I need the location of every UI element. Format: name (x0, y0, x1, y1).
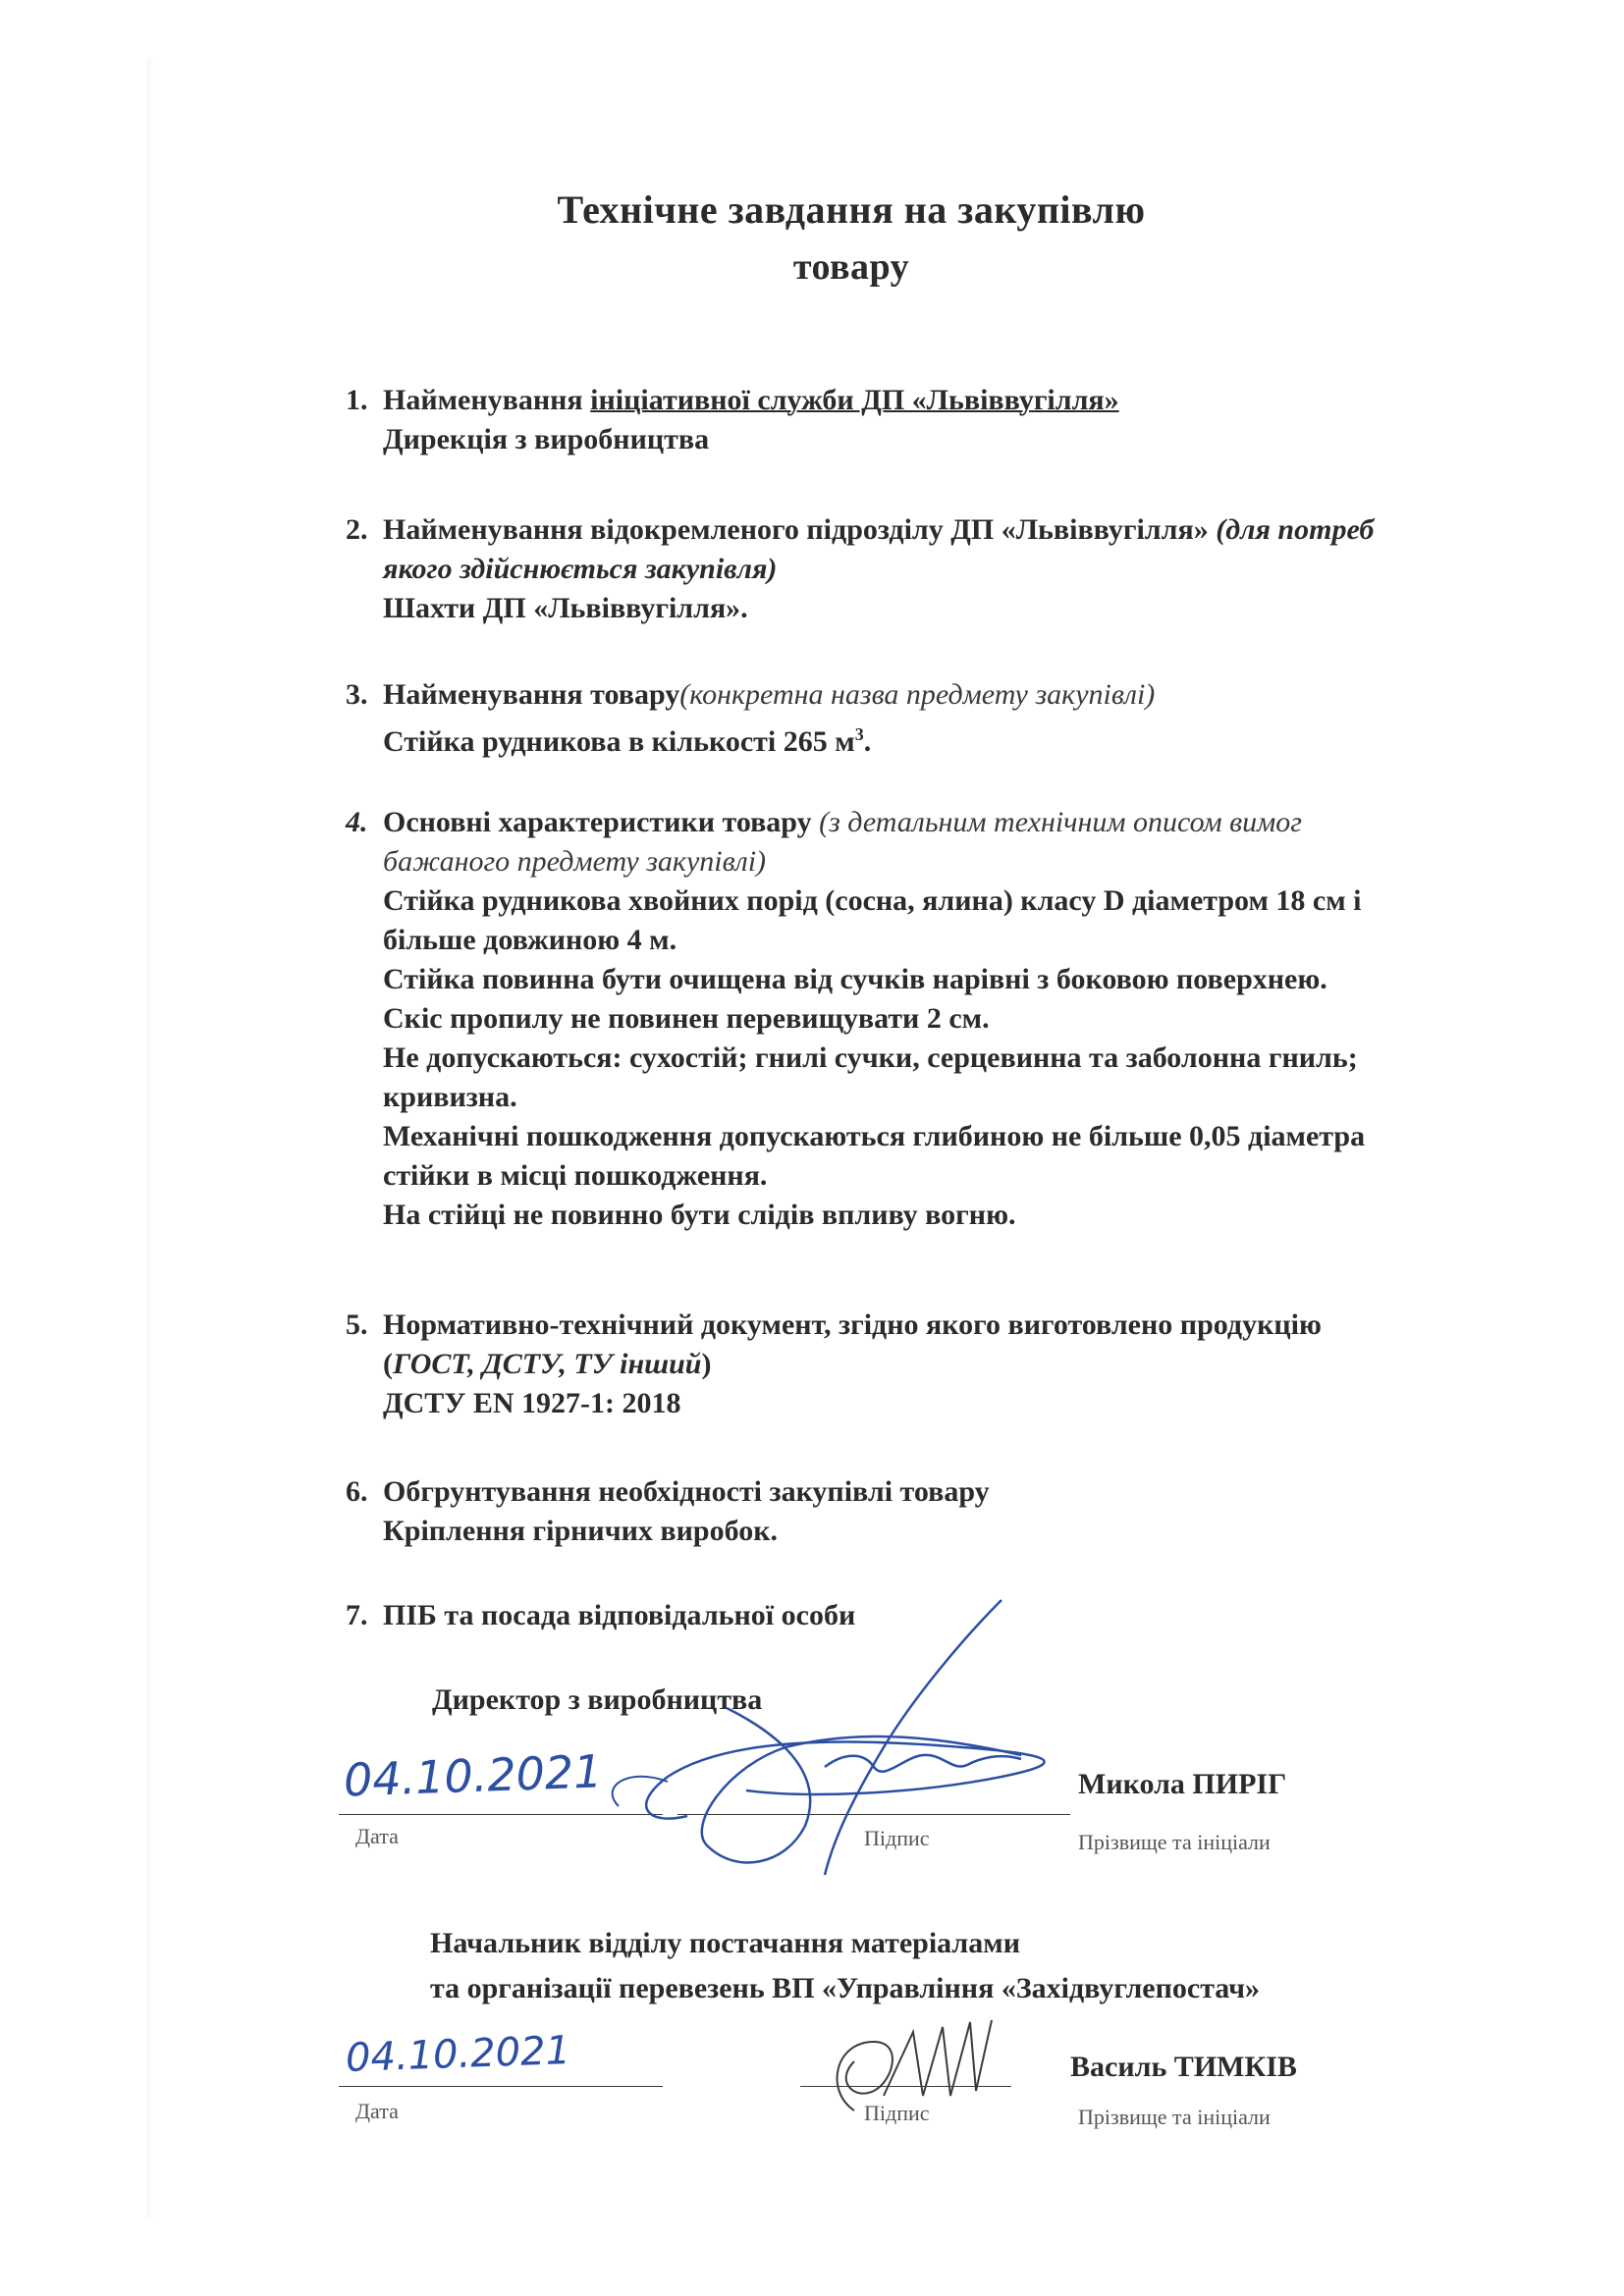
section-value: Стійка рудникова в кількості 265 $м^3$. (383, 724, 872, 758)
section-number: 1. (346, 384, 368, 416)
section-1 (346, 381, 1600, 459)
section-number: 7. (346, 1599, 368, 1631)
caption-date-2: Дата (355, 2099, 399, 2123)
section-heading: Найменування товару(конкретна назва предмету закупівлі) (383, 678, 1156, 711)
section-note: (конкретна назва предмету закупівлі) (679, 678, 1156, 711)
section-value: Кріплення гірничих виробок. (383, 1515, 778, 1547)
section-heading: Нормативно-технічний документ, згідно якого виготовлено продукцію (383, 1308, 1322, 1341)
section-number: 2. (346, 513, 368, 546)
initiating-service: ініціативної служби ДП «Львіввугілля» (590, 384, 1119, 416)
handwritten-date-1: 04.10.2021 (343, 1744, 604, 1807)
section-heading: ПІБ та посада відповідальної особи (383, 1599, 856, 1631)
caption-sign-2: Підпис (864, 2101, 930, 2125)
section-number: 6. (346, 1475, 368, 1508)
section-value: Шахти ДП «Львіввугілля». (383, 592, 748, 624)
section-note: (ГОСТ, ДСТУ, ТУ інший) (383, 1348, 712, 1380)
caption-date-1: Дата (355, 1824, 399, 1848)
document-subtitle: товару (792, 246, 910, 288)
section-heading: Основні характеристики товару (з детальним технічним описом вимог (383, 806, 1302, 838)
signatory-position-1: Директор з виробництва (432, 1683, 763, 1716)
spec-line: На стійці не повинно бути слідів впливу вогню. (383, 1199, 1016, 1231)
section-note: якого здійснюється закупівля) (383, 553, 778, 585)
caption-sign-1: Підпис (864, 1826, 930, 1850)
handwritten-date-2: 04.10.2021 (345, 2028, 571, 2081)
date-line-2 (339, 2086, 663, 2087)
section-2 (346, 510, 1600, 628)
section-heading: Найменування відокремленого підрозділу ДП «Львіввугілля» (для потреб (383, 513, 1375, 546)
signature-1-icon (589, 1580, 1139, 1904)
spec-line: Скіс пропилу не повинен перевищувати 2 см. (383, 1002, 990, 1035)
signatory-name-1: Микола ПИРІГ (1078, 1768, 1287, 1800)
section-note: бажаного предмету закупівлі) (383, 845, 767, 878)
section-value: Дирекція з виробництва (383, 423, 710, 455)
caption-name-2: Прізвище та ініціали (1078, 2105, 1271, 2129)
spec-line: стійки в місці пошкодження. (383, 1159, 768, 1192)
spec-line: кривизна. (383, 1081, 517, 1113)
spec-line: Не допускаються: сухостій; гнилі сучки, серцевинна та заболонна гниль; (383, 1041, 1358, 1074)
section-3 (346, 675, 1600, 762)
signatory-name-2: Василь ТИМКІВ (1070, 2051, 1297, 2083)
section-number: 4. (346, 806, 368, 838)
scan-edge-shadow (147, 59, 153, 2218)
section-value: ДСТУ EN 1927-1: 2018 (383, 1387, 681, 1419)
signatory-position-2-line1: Начальник відділу постачання матеріалами (430, 1927, 1020, 1959)
section-heading: Найменування ініціативної служби ДП «Львіввугілля» (383, 384, 1119, 416)
section-number: 3. (346, 678, 368, 711)
spec-line: Механічні пошкодження допускаються глибиною не більше 0,05 діаметра (383, 1120, 1366, 1152)
spec-line: Стійка повинна бути очищена від сучків нарівні з боковою поверхнею. (383, 963, 1327, 995)
section-6 (346, 1472, 1600, 1551)
section-heading: Обгрунтування необхідності закупівлі товару (383, 1475, 990, 1508)
section-number: 5. (346, 1308, 368, 1341)
spec-line: більше довжиною 4 м. (383, 924, 677, 956)
document-title: Технічне завдання на закупівлю (557, 187, 1146, 232)
signatory-position-2-line2: та організації перевезень ВП «Управління «Західвуглепостач» (430, 1972, 1261, 2004)
section-4 (346, 803, 1600, 1235)
spec-line: Стійка рудникова хвойних порід (сосна, ялина) класу D діаметром 18 см і (383, 884, 1362, 917)
section-5 (346, 1306, 1600, 1423)
caption-name-1: Прізвище та ініціали (1078, 1830, 1271, 1854)
